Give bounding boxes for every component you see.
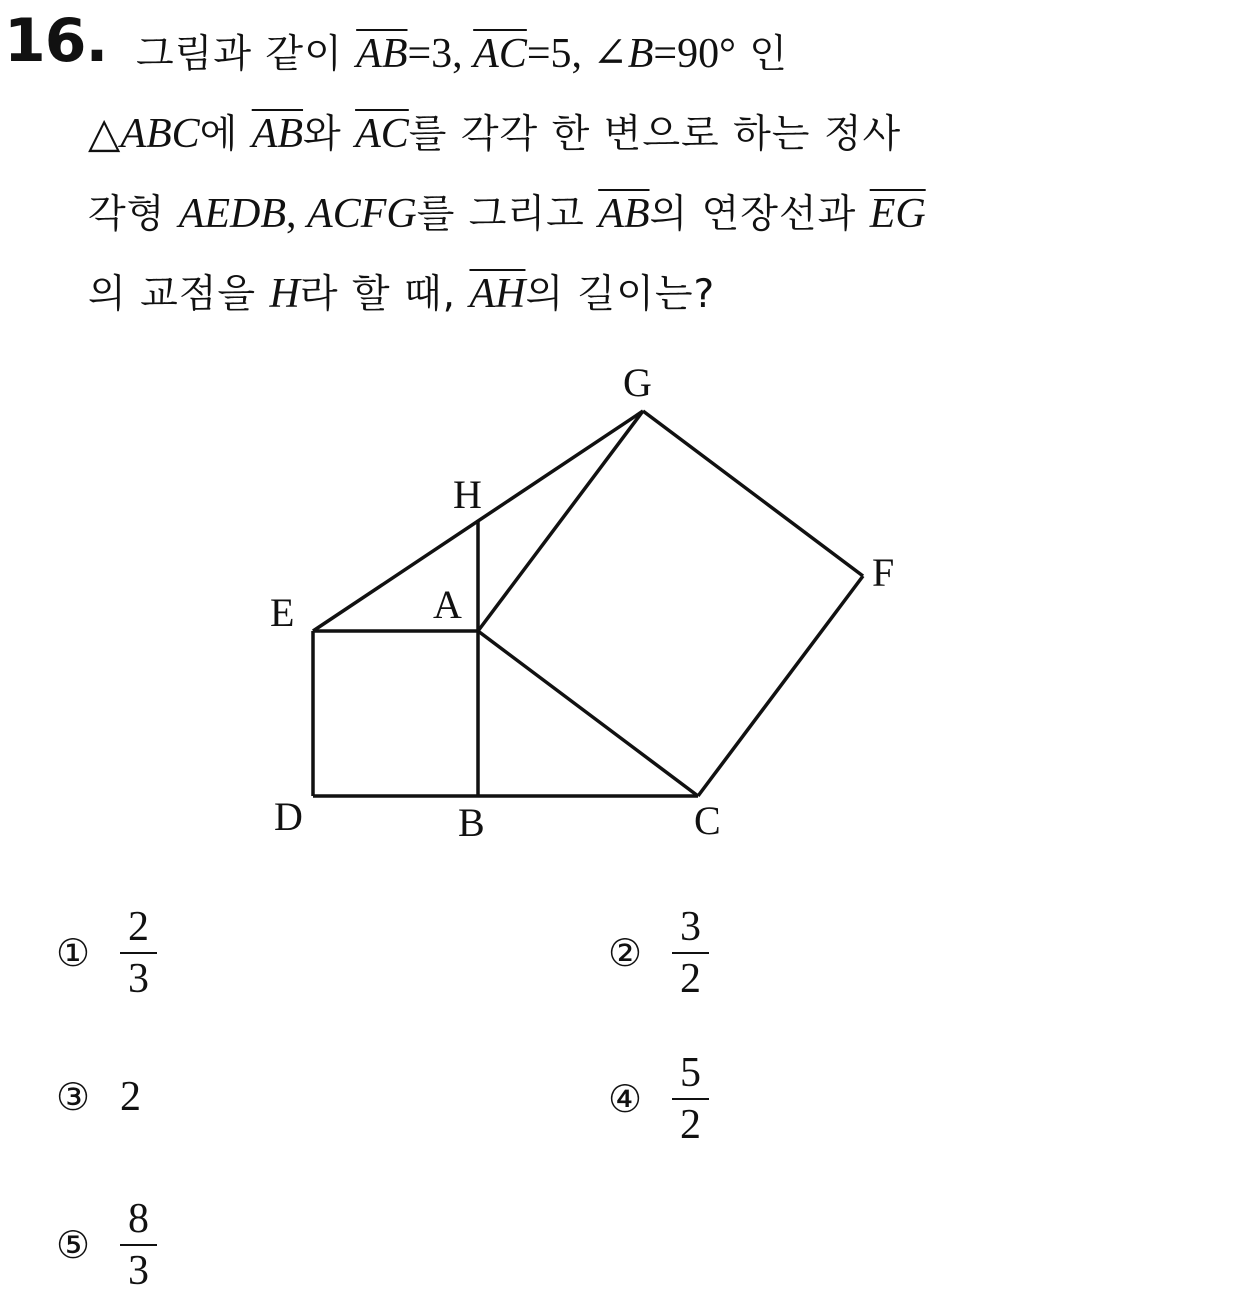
choice-1-denominator: 3: [128, 956, 149, 1002]
math-text: =5, ∠: [526, 31, 628, 77]
segment-notation: $\overline{AH}$: [469, 271, 526, 317]
math-variable: ABC: [120, 111, 200, 157]
math-text: △: [88, 111, 121, 157]
choice-2-marker: ②: [607, 931, 643, 975]
math-variable: ACFG: [307, 191, 417, 237]
question-number: 16.: [4, 6, 108, 76]
segment-FC: [698, 576, 863, 796]
choice-2[interactable]: [600, 904, 709, 1002]
segment-notation: $\overline{AB}$: [251, 111, 304, 157]
choice-1[interactable]: [48, 904, 157, 1002]
choice-5[interactable]: [48, 1196, 157, 1294]
stem-text: 라 할 때,: [299, 272, 470, 317]
segment-notation: $\overline{AB}$: [356, 31, 408, 77]
choice-5-numerator: 8: [120, 1196, 157, 1246]
stem-text: 를 각각 한 변으로 하는 정사: [408, 112, 902, 157]
stem-text: 를 그리고: [416, 192, 599, 237]
choice-4-denominator: 2: [680, 1102, 701, 1148]
math-text: ,: [286, 191, 308, 237]
geometry-figure: [250, 350, 950, 850]
choice-3[interactable]: [48, 1074, 141, 1120]
choice-1-numerator: 2: [120, 904, 157, 954]
segment-notation: $\overline{EG}$: [869, 191, 926, 237]
stem-line-3: [88, 174, 1208, 254]
label-H: H: [453, 472, 482, 517]
segment-notation: $\overline{AC}$: [473, 31, 527, 77]
math-variable: H: [269, 271, 300, 317]
choice-2-fraction: [672, 904, 709, 1002]
stem-text: 그림과 같이: [136, 32, 357, 77]
choice-5-marker: ⑤: [55, 1223, 91, 1267]
stem-text: 의 길이는?: [525, 272, 716, 317]
label-D: D: [274, 794, 303, 839]
stem-text: 각형: [88, 192, 179, 237]
label-A: A: [433, 582, 462, 627]
stem-line-1: [88, 14, 1208, 94]
segment-GF: [643, 411, 863, 576]
choice-3-value: 2: [120, 1074, 141, 1120]
choice-4[interactable]: [600, 1050, 709, 1148]
label-E: E: [270, 590, 295, 635]
stem-text: 와: [303, 112, 356, 157]
choice-4-numerator: 5: [672, 1050, 709, 1100]
label-F: F: [872, 550, 895, 595]
choice-5-denominator: 3: [128, 1248, 149, 1294]
stem-line-2: [88, 94, 1208, 174]
stem-line-4: [88, 254, 1208, 334]
stem-text: 의 연장선과: [649, 192, 870, 237]
figure-svg: [250, 350, 950, 850]
choice-1-marker: ①: [55, 931, 91, 975]
stem-text: 에: [199, 112, 252, 157]
choice-2-numerator: 3: [672, 904, 709, 954]
choice-4-fraction: [672, 1050, 709, 1148]
stem-text: 의 교점을: [88, 272, 270, 317]
math-variable: AEDB: [178, 191, 287, 237]
math-text: =3,: [407, 31, 474, 77]
label-C: C: [694, 798, 721, 843]
segment-notation: $\overline{AC}$: [355, 111, 409, 157]
choice-1-fraction: [120, 904, 157, 1002]
label-B: B: [458, 800, 485, 845]
question-stem: [88, 14, 1208, 334]
label-G: G: [623, 360, 652, 405]
segment-notation: $\overline{AB}$: [598, 191, 650, 237]
math-text: =90°: [653, 31, 736, 77]
stem-text: 인: [735, 32, 788, 77]
choice-2-denominator: 2: [680, 956, 701, 1002]
segment-AC: [478, 631, 698, 796]
choice-3-marker: ③: [55, 1075, 91, 1119]
choice-5-fraction: [120, 1196, 157, 1294]
math-variable: B: [627, 31, 654, 77]
segment-AG: [478, 411, 643, 631]
choice-4-marker: ④: [607, 1077, 643, 1121]
